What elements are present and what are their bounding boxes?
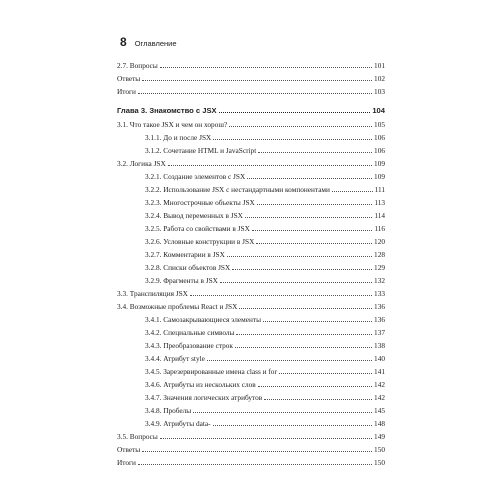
toc-entry-row[interactable]	[117, 378, 385, 391]
toc-entry-title: Ответы	[117, 74, 141, 83]
toc-entry-row[interactable]	[117, 456, 385, 469]
toc-entry-page: 150	[374, 445, 385, 454]
toc-entry-page: 129	[374, 263, 385, 272]
toc-entry-page: 109	[374, 172, 385, 181]
toc-entry-title: 3.1.2. Сочетание HTML и JavaScript	[145, 146, 257, 155]
running-title: Оглавление	[134, 39, 177, 48]
toc-entry-row[interactable]	[117, 274, 385, 287]
toc-leader-dots	[193, 412, 372, 413]
toc-entry-title: 3.1. Что такое JSX и чем он хорош?	[117, 120, 228, 129]
toc-leader-dots	[190, 295, 372, 296]
toc-leader-dots	[264, 399, 372, 400]
toc-entry-row[interactable]	[117, 222, 385, 235]
toc-entry-title: 3.5. Вопросы	[117, 432, 158, 441]
toc-entry-title: 3.4.5. Зарезервированные имена class и for	[145, 367, 277, 376]
toc-entry-title: 3.2.9. Фрагменты в JSX	[145, 276, 218, 285]
toc-leader-dots	[229, 126, 372, 127]
toc-entry-row[interactable]	[117, 85, 385, 98]
toc-entry-page: 111	[374, 185, 385, 194]
toc-entry-title: Итоги	[117, 458, 136, 467]
toc-entry-page: 141	[374, 367, 385, 376]
toc-leader-dots	[263, 321, 372, 322]
toc-entry-title: 3.2.7. Комментарии в JSX	[145, 250, 225, 259]
toc-leader-dots	[332, 191, 373, 192]
toc-entry-title: 3.2.5. Работа со свойствами в JSX	[145, 224, 250, 233]
toc-entry-title: 3.2.1. Создание элементов с JSX	[145, 172, 246, 181]
toc-leader-dots	[207, 360, 372, 361]
toc-entry-row[interactable]	[117, 157, 385, 170]
toc-leader-dots	[227, 256, 372, 257]
toc-entry-page: 148	[374, 419, 385, 428]
toc-entry-row[interactable]	[117, 313, 385, 326]
toc-entry-row[interactable]	[117, 339, 385, 352]
toc-entry-row[interactable]	[117, 118, 385, 131]
toc-leader-dots	[239, 308, 372, 309]
toc-leader-dots	[168, 165, 372, 166]
toc-entry-row[interactable]	[117, 287, 385, 300]
toc-entry-page: 103	[374, 87, 385, 96]
toc-leader-dots	[142, 80, 372, 81]
toc-entry-page: 145	[374, 406, 385, 415]
toc-entry-row[interactable]	[117, 183, 385, 196]
toc-entry-row[interactable]	[117, 417, 385, 430]
toc-entry-page: 114	[374, 211, 385, 220]
toc-entry-row[interactable]	[117, 235, 385, 248]
toc-entry-page: 132	[374, 276, 385, 285]
toc-entry-row[interactable]	[117, 365, 385, 378]
toc-entry-row[interactable]	[117, 300, 385, 313]
toc-leader-dots	[279, 373, 372, 374]
toc-entry-row[interactable]	[117, 144, 385, 157]
toc-entry-page: 120	[374, 237, 385, 246]
toc-entry-title: 3.2.3. Многострочные объекты JSX	[145, 198, 255, 207]
toc-entry-title: 3.4.6. Атрибуты из нескольких слов	[145, 380, 256, 389]
toc-entry-row[interactable]	[117, 209, 385, 222]
toc-entry-page: 106	[374, 146, 385, 155]
toc-entry-title: 3.4.1. Самозакрывающиеся элементы	[145, 315, 261, 324]
page-header	[120, 35, 177, 49]
toc-leader-dots	[235, 347, 372, 348]
toc-entry-title: 3.4.9. Атрибуты data-	[145, 419, 211, 428]
toc-entry-page: 105	[374, 120, 385, 129]
toc-entry-page: 133	[374, 289, 385, 298]
toc-entry-title: 3.4.7. Значения логических атрибутов	[145, 393, 263, 402]
toc-entry-page: 116	[374, 224, 385, 233]
toc-entry-row[interactable]	[117, 352, 385, 365]
toc-entry-title: 3.2.8. Списки объектов JSX	[145, 263, 231, 272]
toc-entry-title: Ответы	[117, 445, 141, 454]
toc-leader-dots	[258, 152, 372, 153]
toc-entry-title: 3.2.2. Использование JSX с нестандартными компонентами	[145, 185, 330, 194]
toc-entry-row[interactable]	[117, 261, 385, 274]
toc-leader-dots	[138, 464, 372, 465]
toc-entry-page: 137	[374, 328, 385, 337]
toc-entry-page: 150	[374, 458, 385, 467]
toc-leader-dots	[219, 112, 371, 113]
toc-entry-title: 3.3. Транспиляция JSX	[117, 289, 188, 298]
toc-entry-page: 142	[374, 380, 385, 389]
toc-leader-dots	[236, 334, 372, 335]
toc-entry-row[interactable]	[117, 131, 385, 144]
toc-entry-title: Итоги	[117, 87, 136, 96]
toc-entry-title: Глава 3. Знакомство с JSX	[117, 106, 217, 115]
toc-leader-dots	[247, 178, 372, 179]
toc-entry-row[interactable]	[117, 326, 385, 339]
toc-leader-dots	[257, 204, 372, 205]
toc-entry-page: 113	[374, 198, 385, 207]
toc-entry-page: 109	[374, 159, 385, 168]
toc-entry-page: 142	[374, 393, 385, 402]
toc-entry-title: 3.4. Возможные проблемы React и JSX	[117, 302, 238, 311]
toc-entry-page: 138	[374, 341, 385, 350]
toc-chapter-row[interactable]	[117, 104, 385, 117]
toc-leader-dots	[160, 67, 372, 68]
toc-entry-row[interactable]	[117, 170, 385, 183]
toc-leader-dots	[213, 139, 372, 140]
toc-entry-page: 140	[374, 354, 385, 363]
toc-entry-title: 3.4.2. Специальные символы	[145, 328, 235, 337]
page-number: 8	[120, 35, 127, 49]
toc-entry-title: 3.4.3. Преобразование строк	[145, 341, 233, 350]
toc-entry-title: 3.2.6. Условные конструкции в JSX	[145, 237, 255, 246]
toc-entry-page: 101	[374, 61, 385, 70]
toc-leader-dots	[232, 269, 372, 270]
toc-entry-title: 3.2.4. Вывод переменных в JSX	[145, 211, 243, 220]
toc-entry-row[interactable]	[117, 72, 385, 85]
toc-entry-row[interactable]	[117, 59, 385, 72]
toc-entry-title: 2.7. Вопросы	[117, 61, 158, 70]
toc-entry-page: 106	[374, 133, 385, 142]
toc-leader-dots	[213, 425, 372, 426]
toc-entry-row[interactable]	[117, 404, 385, 417]
toc-entry-title: 3.1.1. До и после JSX	[145, 133, 212, 142]
toc-leader-dots	[142, 451, 372, 452]
toc-leader-dots	[245, 217, 372, 218]
toc-entry-row[interactable]	[117, 248, 385, 261]
toc-entry-row[interactable]	[117, 443, 385, 456]
toc-entry-page: 104	[372, 106, 385, 115]
toc-leader-dots	[258, 386, 372, 387]
toc-entry-page: 102	[374, 74, 385, 83]
toc-entry-title: 3.4.8. Пробелы	[145, 406, 192, 415]
toc-entry-row[interactable]	[117, 391, 385, 404]
toc-entry-page: 136	[374, 302, 385, 311]
toc-entry-row[interactable]	[117, 196, 385, 209]
toc-leader-dots	[252, 230, 372, 231]
toc-entry-page: 149	[374, 432, 385, 441]
toc-entry-row[interactable]	[117, 430, 385, 443]
toc-entry-page: 128	[374, 250, 385, 259]
table-of-contents	[117, 59, 385, 469]
toc-leader-dots	[160, 438, 372, 439]
toc-entry-title: 3.4.4. Атрибут style	[145, 354, 205, 363]
toc-leader-dots	[138, 93, 372, 94]
toc-entry-title: 3.2. Логика JSX	[117, 159, 166, 168]
toc-leader-dots	[256, 243, 372, 244]
toc-leader-dots	[220, 282, 372, 283]
toc-entry-page: 136	[374, 315, 385, 324]
